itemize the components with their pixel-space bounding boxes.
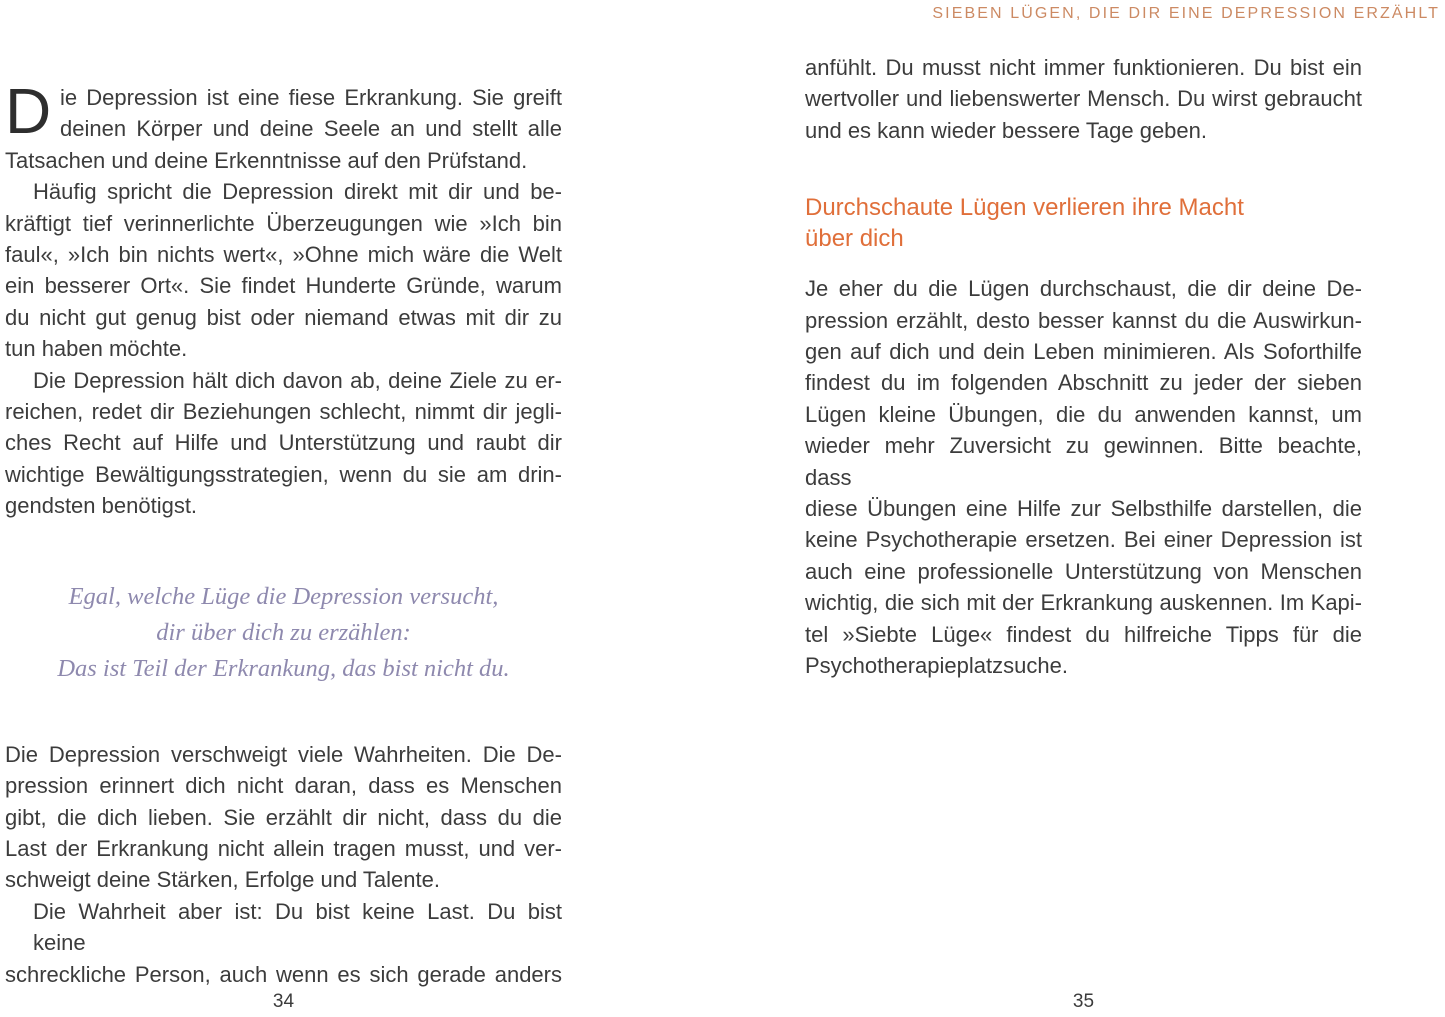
paragraph: [5, 365, 562, 522]
text-line: gendsten benötigst.: [5, 493, 198, 519]
text-line: ie Depression ist eine fiese Erkrankung. Sie greift: [60, 85, 562, 110]
text-line: gibt, die dich lieben. Sie erzählt dir nicht, dass du die: [5, 804, 562, 830]
page-number-left: 34: [272, 991, 295, 1012]
text-line: pression erzählt, desto besser kannst du die Auswirkun-: [805, 307, 1362, 333]
text-line: Lügen kleine Übungen, die du anwenden kannst, um: [805, 401, 1362, 427]
section-heading: [805, 192, 1362, 254]
opening-paragraph: [5, 75, 562, 176]
text-line: ein besserer Ort«. Sie findet Hunderte Gründe, warum: [5, 273, 562, 299]
text-line: Durchschaute Lügen verlieren ihre Macht: [805, 194, 1244, 222]
text-line: diese Übungen eine Hilfe zur Selbsthilfe darstellen, die: [805, 496, 1362, 522]
text-line: deinen Körper und deine Seele an und stellt alle: [60, 116, 562, 142]
paragraph: [5, 176, 562, 364]
text-line: schreckliche Person, auch wenn es sich gerade anders: [5, 961, 562, 987]
text-line: wichtig, die sich mit der Erkrankung auskennen. Im Kapi-: [805, 590, 1362, 616]
text-line: Je eher du die Lügen durchschaust, die dir deine De-: [805, 276, 1362, 302]
text-line: reichen, redet dir Beziehungen schlecht, nimmt dir jegli-: [5, 399, 562, 425]
text-line: dir über dich zu erzählen:: [156, 618, 411, 646]
text-line: schweigt deine Stärken, Erfolge und Talente.: [5, 867, 440, 893]
text-line: gen auf dich und dein Leben minimieren. Als Soforthilfe: [805, 339, 1362, 365]
text-line: wichtige Bewältigungsstrategien, wenn du sie am drin-: [5, 461, 562, 487]
text-line: Die Wahrheit aber ist: Du bist keine Last. Du bist keine: [33, 898, 562, 956]
paragraph: [5, 739, 562, 896]
continuation-paragraph: [805, 52, 1362, 146]
paragraph: [805, 273, 1362, 681]
text-line: Psychotherapieplatzsuche.: [805, 653, 1068, 679]
text-line: findest du im folgenden Abschnitt zu jeder der sieben: [805, 370, 1362, 396]
paragraph: [5, 896, 562, 990]
left-page-text-column: [5, 75, 562, 990]
text-line: Last der Erkrankung nicht allein tragen musst, und ver-: [5, 835, 562, 861]
text-line: Das ist Teil der Erkrankung, das bist nicht du.: [57, 654, 510, 682]
page-number-right: 35: [1072, 991, 1095, 1012]
right-page-text-column: [805, 52, 1362, 682]
text-line: faul«, »Ich bin nichts wert«, »Ohne mich wäre die Welt: [5, 242, 562, 268]
pull-quote: [5, 579, 562, 687]
text-line: tun haben möchte.: [5, 336, 188, 362]
text-line: keine Psychotherapie ersetzen. Bei einer Depression ist: [805, 527, 1362, 553]
text-line: über dich: [805, 225, 904, 253]
text-line: du nicht gut genug bist oder niemand etwas mit dir zu: [5, 304, 562, 330]
text-line: Die Depression verschweigt viele Wahrheiten. Die De-: [5, 741, 562, 767]
text-line: kräftigt tief verinnerlichte Überzeugungen wie »Ich bin: [5, 210, 562, 236]
text-line: anfühlt. Du musst nicht immer funktionieren. Du bist ein: [805, 55, 1362, 80]
text-line: Häufig spricht die Depression direkt mit dir und be-: [33, 179, 562, 205]
text-line: und es kann wieder bessere Tage geben.: [805, 117, 1207, 143]
text-line: Tatsachen und deine Erkenntnisse auf den Prüfstand.: [5, 147, 528, 173]
text-line: wieder mehr Zuversicht zu gewinnen. Bitte beachte, dass: [805, 433, 1362, 490]
drop-cap: D: [5, 75, 52, 147]
text-line: ches Recht auf Hilfe und Unterstützung und raubt dir: [5, 430, 562, 456]
page-header: SIEBEN LÜGEN, DIE DIR EINE DEPRESSION ERZÄHLT: [932, 5, 1440, 22]
text-line: Die Depression hält dich davon ab, deine Ziele zu er-: [33, 367, 562, 393]
text-line: pression erinnert dich nicht daran, dass es Menschen: [5, 773, 562, 799]
text-line: auch eine professionelle Unterstützung von Menschen: [805, 558, 1362, 584]
text-line: wertvoller und liebenswerter Mensch. Du wirst gebraucht: [805, 86, 1362, 112]
text-line: Egal, welche Lüge die Depression versucht,: [68, 582, 499, 610]
text-line: tel »Siebte Lüge« findest du hilfreiche Tipps für die: [805, 621, 1362, 647]
